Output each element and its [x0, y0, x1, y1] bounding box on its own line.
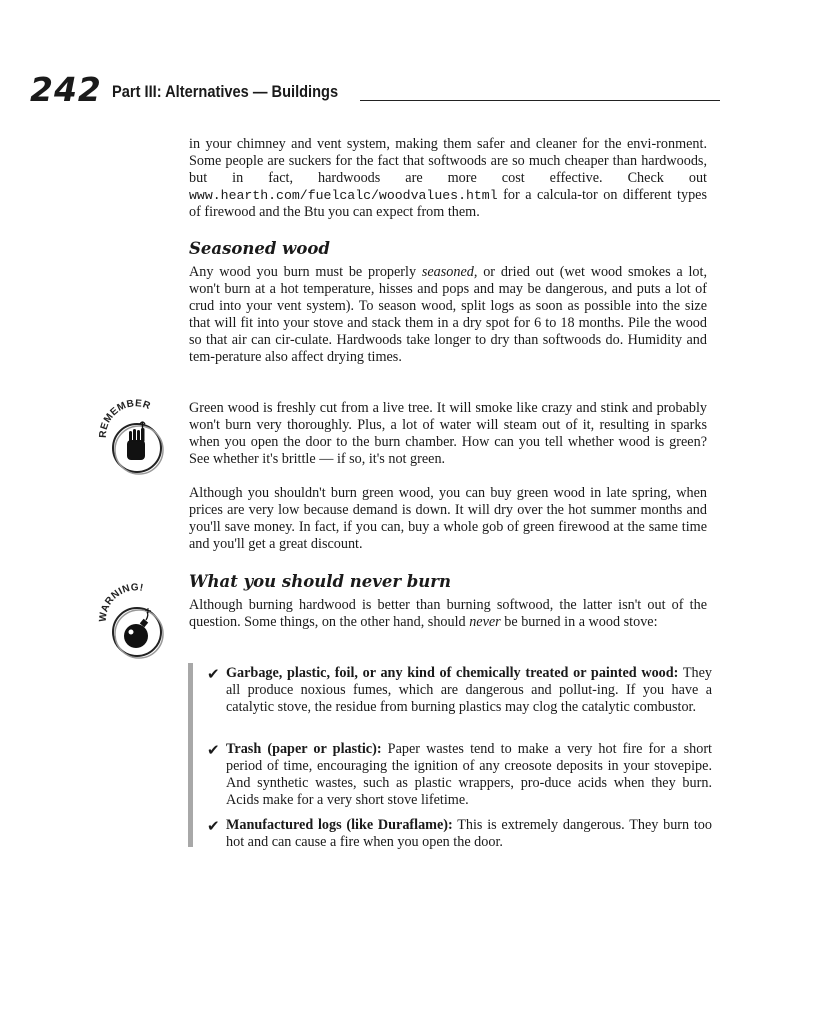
list-item-lead: Trash (paper or plastic): — [226, 741, 382, 757]
remember-icon-label: REMEMBER — [97, 398, 153, 439]
list-item-lead: Garbage, plastic, foil, or any kind of chemically treated or painted wood: — [226, 665, 679, 681]
seasoned-term: seasoned, — [421, 264, 478, 280]
warning-icon-label: WARNING! — [97, 582, 145, 623]
seasoned-text-before: Any wood you burn must be properly — [189, 264, 422, 280]
warning-icon — [96, 582, 176, 662]
check-icon: ✔ — [207, 817, 220, 835]
page-number: 242 — [30, 70, 102, 109]
page-header — [30, 68, 720, 108]
never-burn-heading: What you should never burn — [189, 572, 451, 591]
list-item-text — [226, 817, 712, 851]
header-rule — [360, 100, 720, 101]
never-burn-list — [188, 663, 713, 850]
list-item-text — [226, 741, 712, 809]
intro-paragraph — [189, 136, 707, 221]
seasoned-paragraph — [189, 264, 707, 366]
intro-text-before: in your chimney and vent system, making them safer and cleaner for the envi-ronment. Some people are suckers for the fact that softwoods are so much cheaper than hardwoods, but in fact, hardwoods are more cost effective. Check out — [189, 136, 707, 186]
list-item-lead: Manufactured logs (like Duraflame): — [226, 817, 453, 833]
list-item-text — [226, 665, 712, 716]
never-burn-intro-after: be burned in a wood stove: — [500, 614, 658, 630]
never-burn-intro — [189, 597, 707, 631]
check-icon: ✔ — [207, 665, 220, 683]
list-item-body: Paper wastes tend to make a very hot fire for a short period of time, encouraging the ignition of any creosote deposits in your stovepipe. And synthetic wastes, such as plastic wrappers, pro-duce acids when they burn. Acids make for a very short stove lifetime. — [226, 741, 712, 808]
seasoned-wood-heading: Seasoned wood — [189, 239, 330, 258]
never-emphasis: never — [469, 614, 501, 630]
list-item-body: They all produce noxious fumes, which are dangerous and pollut-ing. If you have a catalytic stove, the residue from burning plastics may clog the catalytic combustor. — [226, 665, 712, 715]
list-item-body: This is extremely dangerous. They burn too hot and can cause a fire when you open the door. — [226, 817, 712, 850]
remember-icon — [96, 398, 176, 478]
seasoned-text-after: or dried out (wet wood smokes a lot, won't burn at a hot temperature, hisses and pops and may be dangerous, and puts a lot of crud into your vent system). To season wood, split logs as soon as possible into the size that will fit into your stove and stack them in a dry spot for 6 to 18 months. Pile the wood so that air can cir-culate. Hardwoods take longer to dry than softwoods do. Humidity and tem-perature also affect drying times. — [189, 264, 707, 365]
intro-text-after: for a calcula-tor on different types of firewood and the Btu you can expect from them. — [189, 187, 707, 220]
green-wood-paragraph: Green wood is freshly cut from a live tree. It will smoke like crazy and stink and probably won't burn very thoroughly. Plus, a lot of water will steam out of it, resulting in sparks when you open the door to the burn chamber. How can you tell whether wood is green? See whether it's brittle — if so, it's not green. — [189, 400, 707, 467]
never-burn-intro-before: Although burning hardwood is better than burning softwood, the latter isn't out of the question. Some things, on the other hand, should — [189, 597, 707, 630]
firewood-calculator-url: www.hearth.com/fuelcalc/woodvalues.html — [189, 188, 498, 203]
running-head: Part III: Alternatives — Buildings — [112, 82, 339, 101]
green-wood-savings-paragraph: Although you shouldn't burn green wood, you can buy green wood in late spring, when prices are very low because demand is down. It will dry over the hot summer months and you'll save money. In fact, if you can, buy a whole gob of green firewood at the same time and you'll get a great discount. — [189, 485, 707, 552]
check-icon: ✔ — [207, 741, 220, 759]
